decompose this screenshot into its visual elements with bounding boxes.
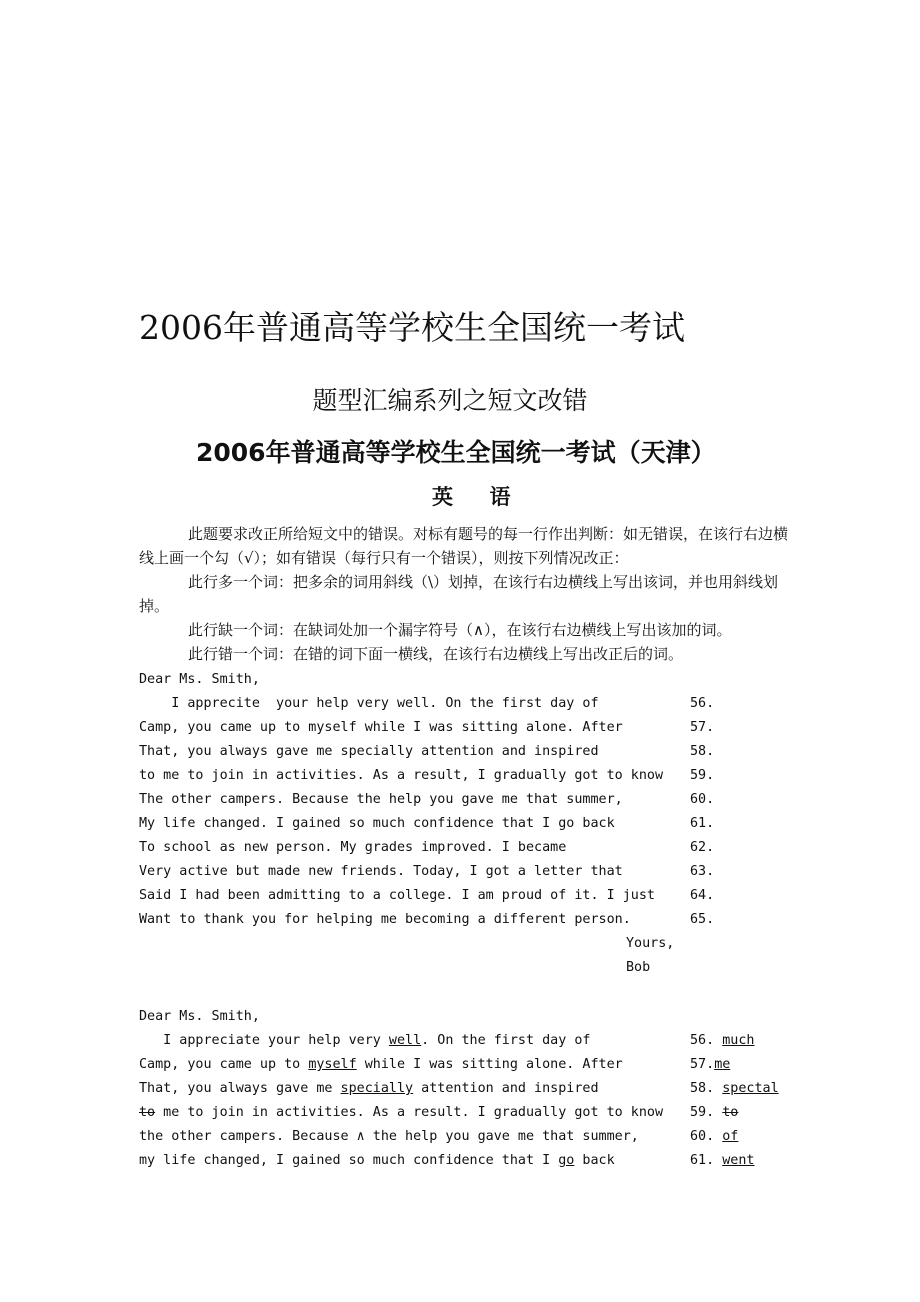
exam-title: 2006年普通高等学校生全国统一考试（天津） — [196, 438, 716, 467]
instruction-paragraph: 此行错一个词：在错的词下面一横线，在该行右边横线上写出改正后的词。 — [188, 645, 684, 663]
struck-word: to — [139, 1105, 156, 1120]
line-number: 63. — [690, 864, 715, 879]
answer-number: 58. spectal — [690, 1081, 779, 1096]
line-number: 57. — [690, 720, 715, 735]
instructions — [139, 522, 789, 666]
answer-greeting: Dear Ms. Smith, — [139, 1009, 260, 1024]
line-number: 56. — [690, 696, 715, 711]
answer-line: That, you always gave me specially attention and inspired — [139, 1081, 599, 1096]
answer-number: 59. to — [690, 1105, 739, 1120]
answer-number: 57.me — [690, 1057, 731, 1072]
answer-line: my life changed, I gained so much confidence that I go back — [139, 1153, 615, 1168]
passage-line: Want to thank you for helping me becoming a different person. — [139, 912, 631, 927]
marked-word: well — [388, 1033, 422, 1048]
line-number: 60. — [690, 792, 715, 807]
instruction-paragraph: 此行缺一个词：在缺词处加一个漏字符号（∧），在该行右边横线上写出该加的词。 — [188, 621, 732, 639]
passage-line: That, you always gave me specially attention and inspired — [139, 744, 599, 759]
letter-signature: Bob — [626, 960, 651, 975]
correction: went — [722, 1153, 755, 1168]
passage-line: The other campers. Because the help you gave me that summer, — [139, 792, 623, 807]
correction: much — [722, 1033, 755, 1048]
passage-line: Said I had been admitting to a college. I am proud of it. I just — [139, 888, 655, 903]
passage-line: Camp, you came up to myself while I was sitting alone. After — [139, 720, 623, 735]
correction: to — [722, 1105, 739, 1120]
instruction-paragraph: 此行多一个词：把多余的词用斜线（\）划掉，在该行右边横线上写出该词，并也用斜线划掉。 — [139, 573, 779, 615]
passage-line: To school as new person. My grades improved. I became — [139, 840, 567, 855]
passage-greeting: Dear Ms. Smith, — [139, 672, 260, 687]
passage-line: My life changed. I gained so much confidence that I go back — [139, 816, 615, 831]
line-number: 59. — [690, 768, 715, 783]
letter-closing: Yours, — [626, 936, 675, 951]
marked-word: go — [558, 1153, 575, 1168]
correction: me — [714, 1057, 731, 1072]
document-title: 2006年普通高等学校生全国统一考试 — [139, 308, 685, 347]
subject-heading: 英 语 — [432, 484, 511, 509]
marked-word: myself — [308, 1057, 357, 1072]
passage-line: to me to join in activities. As a result, I gradually got to know — [139, 768, 664, 783]
line-number: 64. — [690, 888, 715, 903]
marked-word: specially — [340, 1081, 414, 1096]
line-number: 61. — [690, 816, 715, 831]
passage-line: Very active but made new friends. Today, I got a letter that — [139, 864, 623, 879]
answer-number: 60. of — [690, 1129, 739, 1144]
answer-line: the other campers. Because ∧ the help you gave me that summer, — [139, 1129, 639, 1144]
answer-number: 61. went — [690, 1153, 755, 1168]
answer-line: to me to join in activities. As a result. I gradually got to know — [139, 1105, 664, 1120]
correction: of — [722, 1129, 739, 1144]
answer-line: Camp, you came up to myself while I was sitting alone. After — [139, 1057, 623, 1072]
line-number: 58. — [690, 744, 715, 759]
answer-number: 56. much — [690, 1033, 755, 1048]
passage-line: I apprecite your help very well. On the first day of — [139, 696, 599, 711]
document-subtitle: 题型汇编系列之短文改错 — [312, 386, 588, 415]
correction: spectal — [722, 1081, 779, 1096]
instruction-paragraph: 此题要求改正所给短文中的错误。对标有题号的每一行作出判断：如无错误，在该行右边横线上画一个勾（√）；如有错误（每行只有一个错误），则按下列情况改正： — [139, 525, 789, 567]
line-number: 65. — [690, 912, 715, 927]
answer-line: I appreciate your help very well. On the first day of — [139, 1033, 591, 1048]
line-number: 62. — [690, 840, 715, 855]
